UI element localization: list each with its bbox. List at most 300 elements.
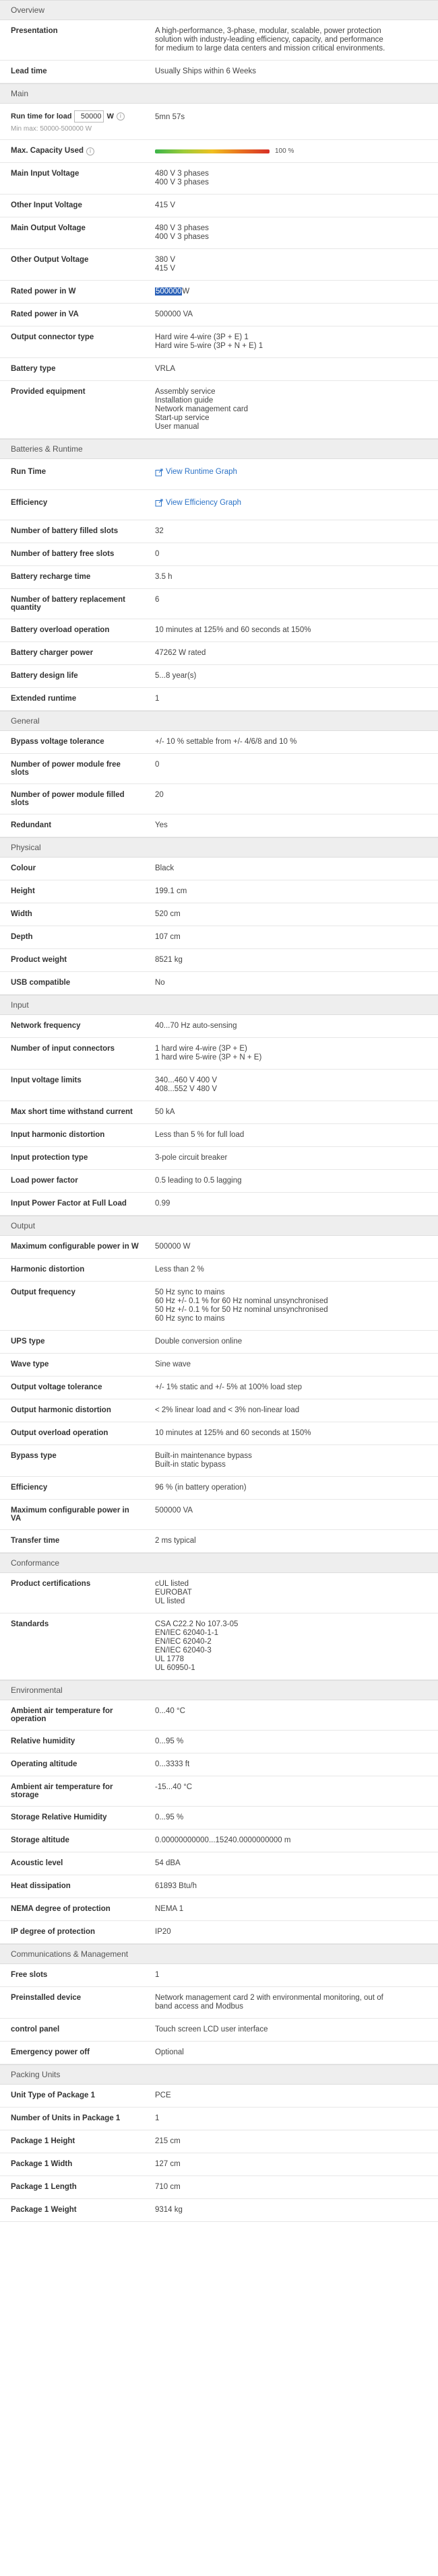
link-text: View Efficiency Graph <box>166 498 242 507</box>
spec-value-line: 60 Hz +/- 0.1 % for 60 Hz nominal unsynchronised <box>155 1297 328 1305</box>
spec-value-line: Black <box>155 864 175 872</box>
spec-label: Load power factor <box>11 1177 78 1185</box>
spec-label: Output frequency <box>11 1288 75 1296</box>
spec-label: Battery overload operation <box>11 626 110 634</box>
spec-label: Package 1 Weight <box>11 2206 77 2214</box>
section-header-batteries: Batteries & Runtime <box>0 439 438 459</box>
spec-value-line: EN/IEC 62040-2 <box>155 1638 212 1646</box>
runtime-graph-link[interactable] <box>155 468 237 477</box>
section-header-environmental: Environmental <box>0 1680 438 1700</box>
spec-value-line: 107 cm <box>155 933 181 941</box>
spec-value <box>144 1422 438 1444</box>
spec-value <box>144 195 438 217</box>
spec-value <box>144 381 438 438</box>
spec-value-line: Optional <box>155 2048 184 2056</box>
spec-value-line: 5...8 year(s) <box>155 672 197 680</box>
spec-value <box>144 281 438 303</box>
spec-value <box>144 2130 438 2153</box>
spec-label: Presentation <box>11 27 58 35</box>
spec-row <box>0 1101 438 1124</box>
spec-label: Output connector type <box>11 333 94 341</box>
spec-value <box>144 490 438 520</box>
spec-value-line: 415 V <box>155 201 176 209</box>
spec-value-line: 40...70 Hz auto-sensing <box>155 1022 237 1030</box>
spec-value <box>144 2085 438 2107</box>
spec-row <box>0 1613 438 1680</box>
spec-value <box>144 459 438 489</box>
spec-value-line: Hard wire 4-wire (3P + E) 1 <box>155 333 249 341</box>
section-header-main: Main <box>0 83 438 104</box>
spec-value <box>144 754 438 784</box>
spec-value <box>144 665 438 687</box>
capacity-label: Max. Capacity Used <box>11 147 84 155</box>
spec-value-line: Hard wire 5-wire (3P + N + E) 1 <box>155 342 263 350</box>
spec-row <box>0 1530 438 1553</box>
spec-value <box>144 1987 438 2018</box>
spec-label: Acoustic level <box>11 1859 63 1867</box>
capacity-value <box>144 140 438 162</box>
spec-row <box>0 61 438 83</box>
spec-label: Operating altitude <box>11 1760 77 1768</box>
spec-value-line: No <box>155 979 165 987</box>
spec-value-line: 480 V 3 phases <box>155 224 209 232</box>
spec-value-line: Built-in maintenance bypass <box>155 1452 252 1460</box>
spec-label: Relative humidity <box>11 1737 75 1745</box>
external-link-icon <box>155 499 163 507</box>
spec-row <box>0 1500 438 1530</box>
spec-value-line: 32 <box>155 527 164 535</box>
spec-value-line: 520 cm <box>155 910 181 918</box>
spec-value <box>144 814 438 837</box>
spec-label: Efficiency <box>11 1484 48 1492</box>
spec-value-line: Touch screen LCD user interface <box>155 2025 268 2033</box>
spec-value-line: CSA C22.2 No 107.3-05 <box>155 1620 239 1628</box>
capacity-bar-wrap <box>155 147 427 155</box>
spec-value <box>144 949 438 971</box>
spec-label: IP degree of protection <box>11 1928 96 1936</box>
spec-value-line: Network management card <box>155 405 249 413</box>
spec-row <box>0 326 438 358</box>
spec-label: Number of battery free slots <box>11 550 115 558</box>
spec-value <box>144 1354 438 1376</box>
spec-row <box>0 1015 438 1038</box>
spec-label: Output harmonic distortion <box>11 1406 111 1414</box>
spec-value <box>144 880 438 903</box>
spec-value <box>144 1331 438 1353</box>
spec-row <box>0 972 438 995</box>
spec-value <box>144 2199 438 2221</box>
spec-row <box>0 1875 438 1898</box>
spec-label: Network frequency <box>11 1022 81 1030</box>
spec-value-line: EN/IEC 62040-3 <box>155 1646 212 1655</box>
spec-value-line: 199.1 cm <box>155 887 187 895</box>
spec-value-line: 0...3333 ft <box>155 1760 190 1768</box>
spec-value <box>144 1852 438 1875</box>
spec-value <box>144 2019 438 2041</box>
section-header-general: General <box>0 711 438 731</box>
spec-value <box>144 589 438 619</box>
spec-label: Storage Relative Humidity <box>11 1813 107 1821</box>
load-unit: W <box>106 112 114 120</box>
spec-label: Rated power in VA <box>11 310 79 318</box>
spec-value <box>144 1753 438 1776</box>
spec-row <box>0 926 438 949</box>
spec-row-efficiency_graph <box>0 490 438 521</box>
spec-value-line: 0.5 leading to 0.5 lagging <box>155 1177 242 1185</box>
spec-value <box>144 784 438 814</box>
spec-value <box>144 1170 438 1192</box>
spec-value <box>144 1445 438 1476</box>
spec-value-line: 8521 kg <box>155 956 183 964</box>
spec-row <box>0 566 438 589</box>
spec-label: Rated power in W <box>11 287 76 295</box>
spec-value-line: 6 <box>155 596 160 604</box>
spec-label: Input Power Factor at Full Load <box>11 1199 127 1208</box>
spec-label: Extended runtime <box>11 695 77 703</box>
rated-w-selected[interactable]: 500000 <box>156 287 182 295</box>
spec-value-line: 0...40 °C <box>155 1707 185 1715</box>
spec-label: Battery charger power <box>11 649 94 657</box>
section-header-input: Input <box>0 995 438 1015</box>
runtime-label-cell <box>0 104 144 139</box>
spec-label: Standards <box>11 1620 49 1628</box>
spec-value-line: UL 60950-1 <box>155 1664 195 1672</box>
spec-value <box>144 61 438 83</box>
spec-label: Product certifications <box>11 1580 91 1588</box>
spec-label: Input protection type <box>11 1154 88 1162</box>
spec-value-line: IP20 <box>155 1928 171 1936</box>
spec-value-line: Sine wave <box>155 1360 191 1368</box>
spec-value <box>144 1282 438 1330</box>
spec-value <box>144 1377 438 1399</box>
spec-row <box>0 1776 438 1807</box>
spec-row <box>0 20 438 61</box>
spec-value-line: Less than 5 % for full load <box>155 1131 245 1139</box>
spec-value-line: UL listed <box>155 1597 185 1605</box>
spec-value <box>144 1875 438 1898</box>
spec-row <box>0 2153 438 2176</box>
spec-value-line: Installation guide <box>155 396 214 405</box>
link-text: View Runtime Graph <box>166 468 237 476</box>
spec-label: Battery design life <box>11 672 78 680</box>
spec-value-line: Yes <box>155 821 168 829</box>
spec-value-line: Start-up service <box>155 414 210 422</box>
spec-value <box>144 1070 438 1101</box>
spec-row <box>0 858 438 880</box>
spec-value-line: 60 Hz sync to mains <box>155 1315 225 1323</box>
spec-row <box>0 589 438 619</box>
spec-value <box>144 1776 438 1806</box>
spec-row <box>0 1852 438 1875</box>
spec-value-line: 50 kA <box>155 1108 175 1116</box>
spec-label: Input voltage limits <box>11 1076 82 1084</box>
spec-value-line: 96 % (in battery operation) <box>155 1484 247 1492</box>
spec-label: Bypass voltage tolerance <box>11 738 104 746</box>
spec-value-line: 9314 kg <box>155 2206 183 2214</box>
spec-label: Bypass type <box>11 1452 57 1460</box>
spec-row <box>0 1700 438 1731</box>
spec-value <box>144 1193 438 1215</box>
runtime-value: 5mn 57s <box>155 113 185 121</box>
section-header-packing: Packing Units <box>0 2064 438 2085</box>
spec-row <box>0 1193 438 1216</box>
spec-row <box>0 2019 438 2042</box>
spec-value-line: 0.00000000000...15240.0000000000 m <box>155 1836 291 1844</box>
spec-row <box>0 2042 438 2064</box>
runtime-control <box>11 110 139 123</box>
spec-value <box>144 2153 438 2175</box>
spec-value <box>144 1124 438 1146</box>
spec-value-line: 0 <box>155 761 160 769</box>
spec-value <box>144 1573 438 1613</box>
spec-label: Package 1 Height <box>11 2137 75 2145</box>
spec-value <box>144 1038 438 1069</box>
spec-row <box>0 880 438 903</box>
spec-value-line: 3.5 h <box>155 573 173 581</box>
spec-label: Colour <box>11 864 36 872</box>
spec-row <box>0 619 438 642</box>
spec-value-line: -15...40 °C <box>155 1783 193 1791</box>
spec-value-line: 380 V <box>155 256 176 264</box>
spec-value <box>144 926 438 948</box>
spec-row <box>0 1259 438 1282</box>
spec-value-line: Network management card 2 with environmental monitoring, out of <box>155 1994 383 2002</box>
spec-value <box>144 1921 438 1943</box>
spec-value-line: 480 V 3 phases <box>155 170 209 178</box>
spec-row <box>0 731 438 754</box>
spec-label: Depth <box>11 933 33 941</box>
spec-value-line: 340...460 V 400 V <box>155 1076 218 1084</box>
spec-row <box>0 1921 438 1944</box>
spec-value-line: 10 minutes at 125% and 60 seconds at 150% <box>155 626 311 634</box>
spec-value <box>144 1399 438 1422</box>
spec-value <box>144 688 438 710</box>
spec-value-line: 415 V <box>155 265 176 273</box>
spec-value-line: EUROBAT <box>155 1589 192 1597</box>
spec-value-line: for medium to large data centers and mission critical environments. <box>155 44 385 53</box>
spec-value-line: 500000 W <box>155 1243 191 1251</box>
spec-value-line: 0...95 % <box>155 1813 184 1821</box>
spec-label: Wave type <box>11 1360 49 1368</box>
spec-row <box>0 1170 438 1193</box>
capacity-label-cell <box>0 140 144 162</box>
section-header-communications: Communications & Management <box>0 1944 438 1964</box>
spec-value <box>144 358 438 380</box>
spec-value-line: 47262 W rated <box>155 649 206 657</box>
spec-label: control panel <box>11 2025 60 2033</box>
spec-label: Package 1 Width <box>11 2160 73 2168</box>
spec-row <box>0 1399 438 1422</box>
spec-label: Lead time <box>11 67 47 75</box>
spec-row <box>0 543 438 566</box>
capacity-bar <box>155 149 270 153</box>
spec-value-line: UL 1778 <box>155 1655 185 1663</box>
section-header-conformance: Conformance <box>0 1553 438 1573</box>
spec-label: UPS type <box>11 1337 45 1346</box>
spec-row <box>0 814 438 837</box>
spec-label: Heat dissipation <box>11 1882 71 1890</box>
spec-row <box>0 2085 438 2108</box>
runtime-label: Run time for load <box>11 112 72 120</box>
spec-label: NEMA degree of protection <box>11 1905 111 1913</box>
spec-value-line: NEMA 1 <box>155 1905 184 1913</box>
spec-row <box>0 754 438 784</box>
spec-value-line: Built-in static bypass <box>155 1461 226 1469</box>
spec-value <box>144 1700 438 1730</box>
spec-row <box>0 688 438 711</box>
spec-value-line: band access and Modbus <box>155 2003 244 2011</box>
spec-row <box>0 1377 438 1399</box>
load-hint: Min max: 50000-500000 W <box>11 125 92 133</box>
spec-value-line: 215 cm <box>155 2137 181 2145</box>
spec-label: Number of power module free slots <box>11 761 121 777</box>
info-icon[interactable]: i <box>117 112 125 120</box>
spec-value-line: 2 ms typical <box>155 1537 196 1545</box>
spec-row <box>0 1807 438 1830</box>
spec-row <box>0 1147 438 1170</box>
spec-value <box>144 642 438 664</box>
section-header-overview: Overview <box>0 0 438 20</box>
spec-value <box>144 903 438 926</box>
spec-label: Maximum configurable power in W <box>11 1243 139 1251</box>
spec-value <box>144 1259 438 1281</box>
spec-label: Output voltage tolerance <box>11 1383 102 1391</box>
spec-row-rated-w <box>0 281 438 304</box>
spec-value-line: VRLA <box>155 365 176 373</box>
spec-label: Free slots <box>11 1971 48 1979</box>
spec-value <box>144 1807 438 1829</box>
spec-label: USB compatible <box>11 979 71 987</box>
spec-value-line: solution with industry-leading efficiency, capacity, and performance <box>155 36 383 44</box>
spec-label: Number of battery filled slots <box>11 527 119 535</box>
spec-value-line: 10 minutes at 125% and 60 seconds at 150% <box>155 1429 311 1437</box>
spec-value <box>144 1015 438 1037</box>
spec-row-capacity <box>0 140 438 163</box>
spec-value-line: 1 <box>155 695 160 703</box>
spec-value <box>144 566 438 588</box>
rated-w-unit: W <box>182 287 190 295</box>
spec-value-line: 400 V 3 phases <box>155 178 209 186</box>
spec-row <box>0 1753 438 1776</box>
spec-row <box>0 520 438 543</box>
spec-label: Emergency power off <box>11 2048 90 2056</box>
spec-row <box>0 304 438 326</box>
spec-value <box>144 1236 438 1258</box>
spec-value <box>144 2108 438 2130</box>
spec-value-line: cUL listed <box>155 1580 189 1588</box>
spec-row <box>0 358 438 381</box>
spec-row <box>0 1236 438 1259</box>
spec-row <box>0 1331 438 1354</box>
spec-label: Preinstalled device <box>11 1994 82 2002</box>
spec-value-line: Usually Ships within 6 Weeks <box>155 67 256 75</box>
spec-row <box>0 1987 438 2019</box>
spec-row <box>0 2130 438 2153</box>
spec-value <box>144 858 438 880</box>
spec-value-line: 3-pole circuit breaker <box>155 1154 228 1162</box>
spec-value-line: 1 <box>155 2114 160 2122</box>
spec-value-line: 1 hard wire 4-wire (3P + E) <box>155 1045 247 1053</box>
spec-label: Unit Type of Package 1 <box>11 2091 96 2099</box>
spec-value-line: User manual <box>155 423 199 431</box>
spec-row <box>0 249 438 281</box>
spec-row <box>0 1124 438 1147</box>
spec-value <box>144 217 438 248</box>
spec-row <box>0 1282 438 1331</box>
spec-row <box>0 1354 438 1377</box>
spec-value <box>144 163 438 194</box>
spec-row <box>0 1422 438 1445</box>
spec-row <box>0 1898 438 1921</box>
spec-row <box>0 903 438 926</box>
spec-value-line: 20 <box>155 791 164 799</box>
spec-value-line: +/- 10 % settable from +/- 4/6/8 and 10 % <box>155 738 297 746</box>
spec-value-line: Less than 2 % <box>155 1265 204 1274</box>
spec-label: Main Output Voltage <box>11 224 86 232</box>
spec-label: Number of Units in Package 1 <box>11 2114 121 2122</box>
spec-value <box>144 304 438 326</box>
spec-label: Redundant <box>11 821 52 829</box>
info-icon[interactable]: i <box>86 147 94 155</box>
spec-label: Output overload operation <box>11 1429 108 1437</box>
spec-value <box>144 972 438 994</box>
spec-value-line: 0...95 % <box>155 1737 184 1745</box>
spec-label: Number of power module filled slots <box>11 791 125 807</box>
spec-row <box>0 1038 438 1070</box>
spec-label: Storage altitude <box>11 1836 69 1844</box>
section-header-output: Output <box>0 1216 438 1236</box>
external-link-icon <box>155 468 163 477</box>
spec-value <box>144 2042 438 2064</box>
spec-value-line: 50 Hz sync to mains <box>155 1288 225 1296</box>
spec-value <box>144 326 438 357</box>
spec-value <box>144 1898 438 1920</box>
spec-row-runtime_graph <box>0 459 438 490</box>
spec-row <box>0 1830 438 1852</box>
spec-label: Other Output Voltage <box>11 256 89 264</box>
spec-row <box>0 1070 438 1101</box>
spec-value <box>144 520 438 543</box>
spec-label: Number of battery replacement quantity <box>11 596 125 612</box>
spec-label: Max short time withstand current <box>11 1108 133 1116</box>
spec-value <box>144 543 438 565</box>
spec-value-line: 408...552 V 480 V <box>155 1085 218 1093</box>
spec-row <box>0 195 438 217</box>
spec-value-line: < 2% linear load and < 3% non-linear load <box>155 1406 300 1414</box>
spec-value <box>144 1830 438 1852</box>
spec-label: Main Input Voltage <box>11 170 80 178</box>
load-input[interactable]: 50000 <box>74 110 104 123</box>
spec-value-line: EN/IEC 62040-1-1 <box>155 1629 218 1637</box>
spec-value-line: 50 Hz +/- 0.1 % for 50 Hz nominal unsynchronised <box>155 1306 328 1314</box>
spec-label: Battery type <box>11 365 56 373</box>
spec-row <box>0 949 438 972</box>
spec-row <box>0 1445 438 1477</box>
spec-value <box>144 619 438 641</box>
spec-row <box>0 2108 438 2130</box>
spec-value <box>144 1530 438 1552</box>
spec-value <box>144 1964 438 1986</box>
spec-label: Efficiency <box>11 498 48 507</box>
spec-value-line: Assembly service <box>155 388 216 396</box>
spec-label: Harmonic distortion <box>11 1265 85 1274</box>
spec-row <box>0 665 438 688</box>
spec-value-line: 500000 VA <box>155 1506 193 1515</box>
spec-value-line: 0.99 <box>155 1199 170 1208</box>
spec-label: Height <box>11 887 35 895</box>
spec-value-line: A high-performance, 3-phase, modular, scalable, power protection <box>155 27 381 35</box>
efficiency-graph-link[interactable] <box>155 499 241 508</box>
